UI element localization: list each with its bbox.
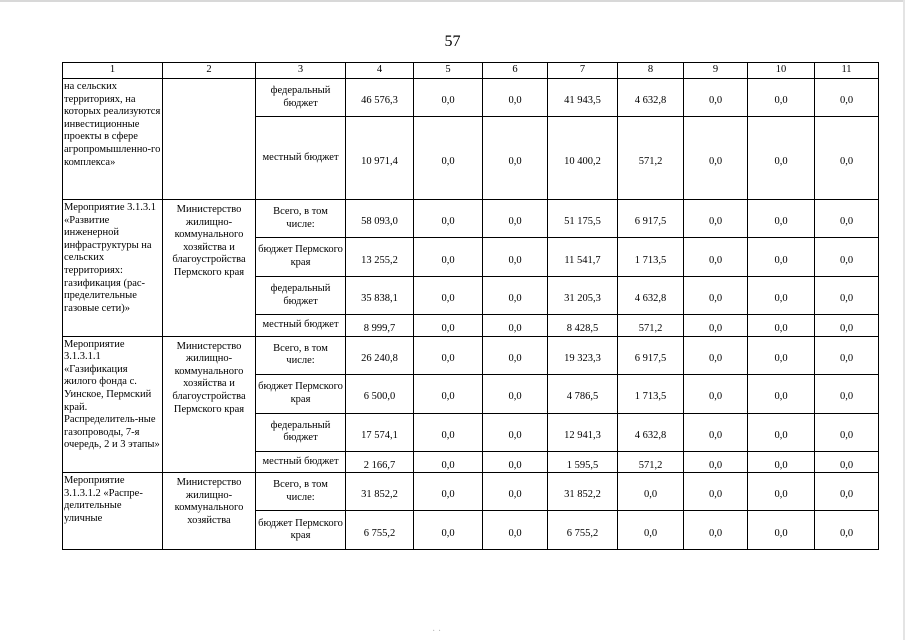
amount-cell: 13 255,2: [346, 238, 414, 277]
amount-cell: 0,0: [815, 336, 879, 374]
activity-name-cell: Мероприятие 3.1.3.1.2 «Распре-делительные уличные: [63, 473, 163, 550]
amount-cell: 0,0: [815, 413, 879, 451]
column-header: 8: [618, 63, 684, 79]
funding-source-cell: Всего, в том числе:: [256, 336, 346, 374]
amount-cell: 0,0: [684, 277, 748, 315]
amount-cell: 6 500,0: [346, 374, 414, 413]
amount-cell: 0,0: [748, 238, 815, 277]
scan-edge: [0, 0, 905, 2]
amount-cell: 0,0: [414, 511, 483, 550]
amount-cell: 0,0: [414, 238, 483, 277]
amount-cell: 0,0: [815, 79, 879, 117]
amount-cell: 8 999,7: [346, 315, 414, 337]
amount-cell: 0,0: [815, 511, 879, 550]
amount-cell: 6 755,2: [346, 511, 414, 550]
amount-cell: 1 713,5: [618, 374, 684, 413]
amount-cell: 6 917,5: [618, 336, 684, 374]
amount-cell: 0,0: [414, 413, 483, 451]
amount-cell: 31 205,3: [548, 277, 618, 315]
amount-cell: 0,0: [483, 277, 548, 315]
amount-cell: 8 428,5: [548, 315, 618, 337]
amount-cell: 0,0: [414, 473, 483, 511]
amount-cell: 4 632,8: [618, 79, 684, 117]
amount-cell: 0,0: [815, 473, 879, 511]
column-header: 4: [346, 63, 414, 79]
amount-cell: 4 632,8: [618, 413, 684, 451]
amount-cell: 0,0: [748, 315, 815, 337]
amount-cell: 6 917,5: [618, 200, 684, 238]
amount-cell: 0,0: [684, 200, 748, 238]
amount-cell: 0,0: [414, 200, 483, 238]
amount-cell: 571,2: [618, 315, 684, 337]
funding-source-cell: федеральный бюджет: [256, 79, 346, 117]
amount-cell: 0,0: [815, 117, 879, 200]
amount-cell: 0,0: [414, 451, 483, 473]
column-header: 11: [815, 63, 879, 79]
responsible-executor-cell: Министерство жилищно-коммунального хозяйства: [163, 473, 256, 550]
amount-cell: 0,0: [483, 315, 548, 337]
column-header: 1: [63, 63, 163, 79]
amount-cell: 0,0: [748, 473, 815, 511]
amount-cell: 31 852,2: [548, 473, 618, 511]
funding-source-cell: федеральный бюджет: [256, 413, 346, 451]
amount-cell: 0,0: [684, 117, 748, 200]
funding-source-cell: бюджет Пермского края: [256, 374, 346, 413]
amount-cell: 0,0: [483, 413, 548, 451]
amount-cell: 35 838,1: [346, 277, 414, 315]
amount-cell: 0,0: [748, 374, 815, 413]
amount-cell: 0,0: [815, 315, 879, 337]
amount-cell: 0,0: [414, 336, 483, 374]
amount-cell: 0,0: [618, 473, 684, 511]
amount-cell: 4 632,8: [618, 277, 684, 315]
responsible-executor-cell: Министерство жилищно-коммунального хозяйства и благоустройства Пермского края: [163, 200, 256, 337]
amount-cell: 58 093,0: [346, 200, 414, 238]
amount-cell: 0,0: [684, 315, 748, 337]
amount-cell: 11 541,7: [548, 238, 618, 277]
amount-cell: 0,0: [815, 200, 879, 238]
funding-source-cell: бюджет Пермского края: [256, 238, 346, 277]
amount-cell: 0,0: [684, 238, 748, 277]
table-row: [63, 473, 879, 511]
amount-cell: 0,0: [684, 374, 748, 413]
amount-cell: 31 852,2: [346, 473, 414, 511]
amount-cell: 0,0: [748, 200, 815, 238]
amount-cell: 46 576,3: [346, 79, 414, 117]
amount-cell: 0,0: [748, 277, 815, 315]
table-row: [63, 200, 879, 238]
activity-name-cell: Мероприятие 3.1.3.1.1 «Газификация жилого фонда с. Уинское, Пермский край. Распределитель-ные газопроводы, 7-я очередь, 2 и 3 этапы»: [63, 336, 163, 473]
column-header: 6: [483, 63, 548, 79]
amount-cell: 0,0: [748, 451, 815, 473]
amount-cell: 0,0: [483, 374, 548, 413]
amount-cell: 0,0: [684, 336, 748, 374]
amount-cell: 17 574,1: [346, 413, 414, 451]
amount-cell: 0,0: [414, 374, 483, 413]
amount-cell: 0,0: [748, 79, 815, 117]
amount-cell: 0,0: [748, 511, 815, 550]
amount-cell: 0,0: [483, 117, 548, 200]
amount-cell: 0,0: [684, 451, 748, 473]
amount-cell: 0,0: [815, 451, 879, 473]
amount-cell: 0,0: [483, 473, 548, 511]
column-header: 3: [256, 63, 346, 79]
funding-source-cell: федеральный бюджет: [256, 277, 346, 315]
amount-cell: 0,0: [483, 200, 548, 238]
amount-cell: 6 755,2: [548, 511, 618, 550]
page-number: 57: [444, 33, 461, 50]
amount-cell: 0,0: [748, 117, 815, 200]
amount-cell: 0,0: [483, 511, 548, 550]
amount-cell: 0,0: [684, 413, 748, 451]
amount-cell: 4 786,5: [548, 374, 618, 413]
amount-cell: 571,2: [618, 117, 684, 200]
amount-cell: 19 323,3: [548, 336, 618, 374]
amount-cell: 2 166,7: [346, 451, 414, 473]
amount-cell: 26 240,8: [346, 336, 414, 374]
amount-cell: 0,0: [684, 511, 748, 550]
column-header: 5: [414, 63, 483, 79]
funding-source-cell: местный бюджет: [256, 315, 346, 337]
amount-cell: 0,0: [414, 315, 483, 337]
column-header: 7: [548, 63, 618, 79]
amount-cell: 0,0: [815, 238, 879, 277]
amount-cell: 41 943,5: [548, 79, 618, 117]
amount-cell: 0,0: [815, 277, 879, 315]
responsible-executor-cell: [163, 79, 256, 200]
amount-cell: 12 941,3: [548, 413, 618, 451]
amount-cell: 0,0: [483, 238, 548, 277]
amount-cell: 0,0: [618, 511, 684, 550]
amount-cell: 1 713,5: [618, 238, 684, 277]
funding-source-cell: Всего, в том числе:: [256, 473, 346, 511]
header-row: [63, 63, 879, 79]
budget-table: [62, 62, 879, 550]
amount-cell: 0,0: [815, 374, 879, 413]
amount-cell: 1 595,5: [548, 451, 618, 473]
amount-cell: 51 175,5: [548, 200, 618, 238]
activity-name-cell: на сельских территориях, на которых реализуются инвестиционные проекты в сфере агропромышленно-го комплекса»: [63, 79, 163, 200]
amount-cell: 0,0: [748, 336, 815, 374]
column-header: 9: [684, 63, 748, 79]
column-header: 2: [163, 63, 256, 79]
table-row: [63, 79, 879, 117]
amount-cell: 0,0: [414, 277, 483, 315]
amount-cell: 0,0: [748, 413, 815, 451]
amount-cell: 571,2: [618, 451, 684, 473]
activity-name-cell: Мероприятие 3.1.3.1 «Развитие инженерной инфраструктуры на сельских территориях: газификация (рас-пределительные газовые сети)»: [63, 200, 163, 337]
column-header: 10: [748, 63, 815, 79]
amount-cell: 10 971,4: [346, 117, 414, 200]
funding-source-cell: бюджет Пермского края: [256, 511, 346, 550]
amount-cell: 0,0: [483, 451, 548, 473]
scan-marks: · ·: [432, 626, 442, 637]
amount-cell: 0,0: [684, 473, 748, 511]
amount-cell: 0,0: [483, 79, 548, 117]
funding-source-cell: местный бюджет: [256, 451, 346, 473]
responsible-executor-cell: Министерство жилищно-коммунального хозяйства и благоустройства Пермского края: [163, 336, 256, 473]
amount-cell: 0,0: [414, 79, 483, 117]
table-row: [63, 336, 879, 374]
amount-cell: 10 400,2: [548, 117, 618, 200]
amount-cell: 0,0: [483, 336, 548, 374]
amount-cell: 0,0: [684, 79, 748, 117]
funding-source-cell: Всего, в том числе:: [256, 200, 346, 238]
amount-cell: 0,0: [414, 117, 483, 200]
funding-source-cell: местный бюджет: [256, 117, 346, 200]
